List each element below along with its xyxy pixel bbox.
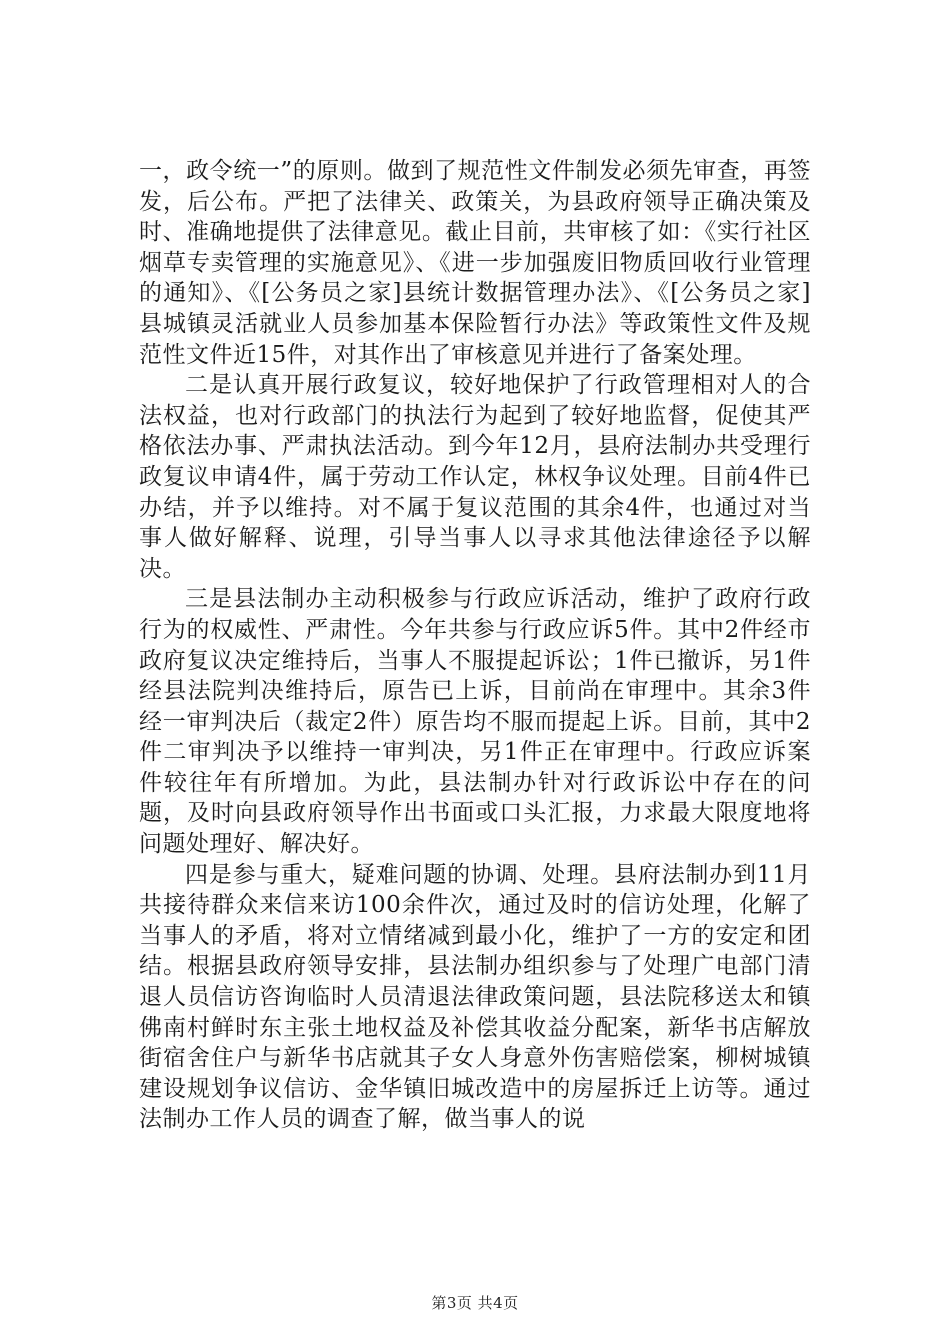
paragraph-4: 四是参与重大，疑难问题的协调、处理。县府法制办到11月共接待群众来信来访100余件次，通过及时的信访处理，化解了当事人的矛盾，将对立情绪减到最小化，维护了一方的安定和团结。根据县政府领导安排，县法制办组织参与了处理广电部门清退人员信访咨询临时人员清退法律政策问题，县法院移送太和镇佛南村鲜时东主张土地权益及补偿其收益分配案，新华书店解放街宿舍住户与新华书店就其子女人身意外伤害赔偿案，柳树城镇建设规划争议信访、金华镇旧城改造中的房屋拆迁上访等。通过法制办工作人员的调查了解，做当事人的说 bbox=[139, 861, 811, 1133]
paragraph-2: 二是认真开展行政复议，较好地保护了行政管理相对人的合法权益，也对行政部门的执法行为起到了较好地监督，促使其严格依法办事、严肃执法活动。到今年12月，县府法制办共受理行政复议申请4件，属于劳动工作认定，林权争议处理。目前4件已办结，并予以维持。对不属于复议范围的其余4件，也通过对当事人做好解释、说理，引导当事人以寻求其他法律途径予以解决。 bbox=[139, 372, 811, 582]
page-footer bbox=[0, 1292, 950, 1313]
paragraph-3: 三是县法制办主动积极参与行政应诉活动，维护了政府行政行为的权威性、严肃性。今年共参与行政应诉5件。其中2件经市政府复议决定维持后，当事人不服提起诉讼；1件已撤诉，另1件经县法院判决维持后，原告已上诉，目前尚在审理中。其余3件经一审判决后（裁定2件）原告均不服而提起上诉。目前，其中2件二审判决予以维持一审判决，另1件正在审理中。行政应诉案件较往年有所增加。为此，县法制办针对行政诉讼中存在的问题，及时向县政府领导作出书面或口头汇报，力求最大限度地将问题处理好、解决好。 bbox=[139, 586, 811, 858]
paragraph-1: 一，政令统一”的原则。做到了规范性文件制发必须先审查，再签发，后公布。严把了法律关、政策关，为县政府领导正确决策及时、准确地提供了法律意见。截止目前，共审核了如：《实行社区烟草专卖管理的实施意见》、《进一步加强废旧物质回收行业管理的通知》、《[公务员之家]县统计数据管理办法》、《[公务员之家]县城镇灵活就业人员参加基本保险暂行办法》等政策性文件及规范性文件近15件，对其作出了审核意见并进行了备案处理。 bbox=[139, 158, 811, 368]
page-number-label: 第3页 共4页 bbox=[431, 1294, 519, 1312]
document-body bbox=[139, 156, 811, 1135]
